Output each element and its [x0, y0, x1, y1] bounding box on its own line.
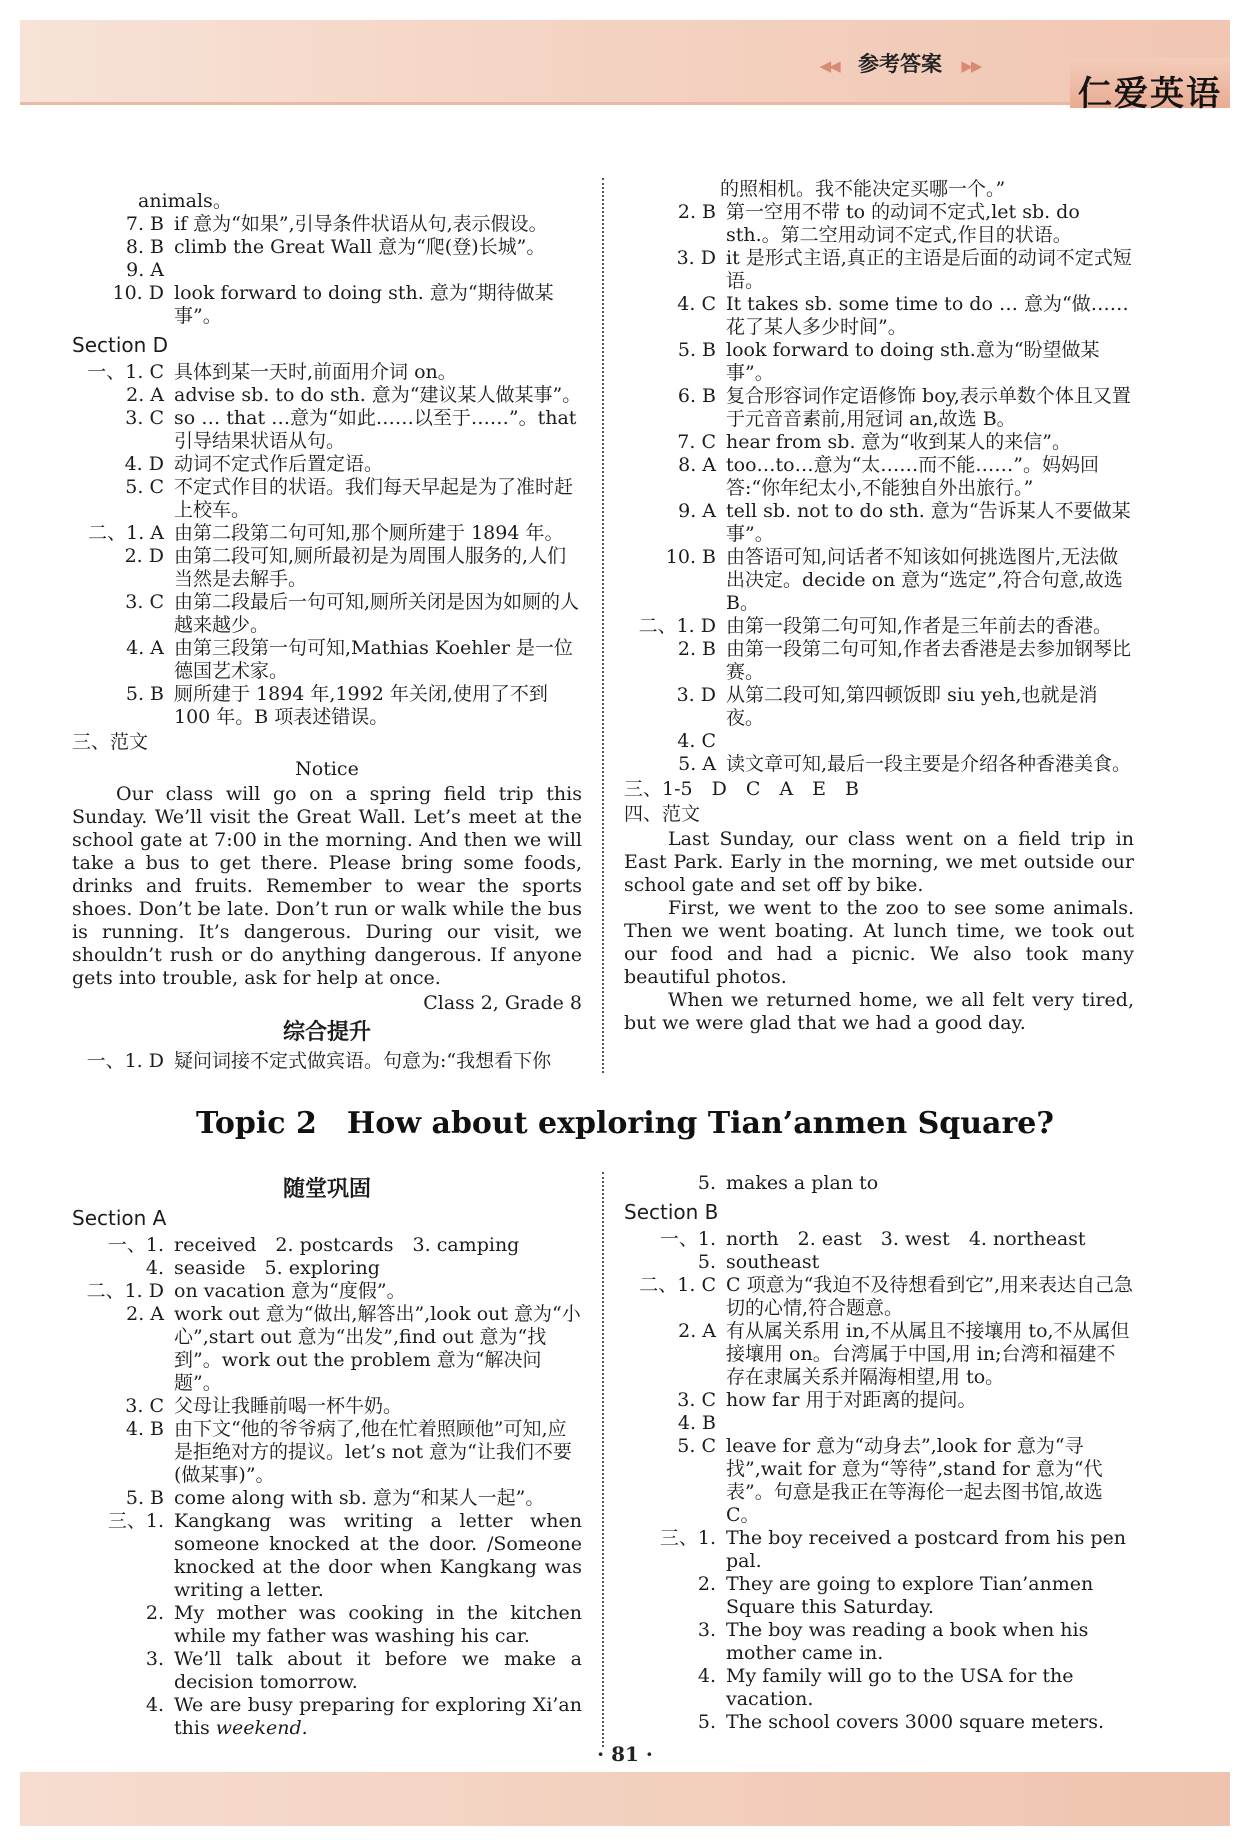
answer-line: 2. A work out 意为“做出,解答出”,look out 意为“小心”,start out 意为“出发”,find out 意为“找到”。work out the problem 意为“解决问题”。 [126, 1303, 581, 1394]
part3-answers: 三、1-5 D C A E B [624, 778, 859, 800]
right-top-column [624, 178, 1134, 1035]
answer-line: 二、1. A 由第二段第二句可知,那个厕所建于 1894 年。 [88, 522, 564, 544]
answer-line: 三、1. Kangkang was writing a letter when someone knocked at the door. /Someone knocked at the door when Kangkang was writing a letter. [107, 1510, 582, 1601]
answer-line: 4. C It takes sb. some time to do … 意为“做……花了某人多少时间”。 [677, 293, 1129, 338]
header-band [20, 20, 1230, 105]
suitang-heading: 随堂巩固 [282, 1177, 371, 1202]
essay-paragraph: When we returned home, we all felt very tired, but we were glad that we had a good day. [624, 989, 1134, 1034]
answer-line: 4. We are busy preparing for exploring Xi’an this weekend. [145, 1694, 582, 1739]
column-divider [602, 1172, 604, 1747]
answer-line: 2. My mother was cooking in the kitchen while my father was washing his car. [145, 1602, 582, 1647]
answer-line: 5. B 厕所建于 1894 年,1992 年关闭,使用了不到 100 年。B 项表述错误。 [125, 683, 548, 728]
answer-line: 一、1. north 2. east 3. west 4. northeast [659, 1228, 1086, 1250]
right-arrows-icon: ▶▶ [961, 57, 981, 75]
brand-title: 仁爱英语 [1078, 74, 1222, 114]
answer-line: 4. My family will go to the USA for the vacation. [697, 1665, 1074, 1710]
section-b-heading: Section B [624, 1200, 719, 1224]
answer-line: 7. B if 意为“如果”,引导条件状语从句,表示假设。 [125, 213, 548, 235]
answer-line: 2. B 第一空用不带 to 的动词不定式,let sb. do sth.。第二空用动词不定式,作目的状语。 [677, 201, 1080, 246]
essay-signature: Class 2, Grade 8 [423, 992, 582, 1014]
answer-line: 4. B [677, 1412, 716, 1434]
answer-line: 9. A [126, 259, 164, 281]
answer-line: 3. D 从第二段可知,第四顿饭即 siu yeh,也就是消夜。 [676, 684, 1098, 729]
answer-line: 4. seaside 5. exploring [145, 1257, 380, 1279]
answer-line: 10. B 由答语可知,问话者不知该如何挑选图片,无法做出决定。decide on 意为“选定”,符合句意,故选 B。 [665, 546, 1123, 614]
answer-line: 8. B climb the Great Wall 意为“爬(登)长城”。 [125, 236, 546, 258]
right-bottom-column [624, 1172, 1134, 1734]
answer-line: 5. southeast [697, 1251, 820, 1273]
page-number: · 81 · [597, 1742, 653, 1766]
answer-line: 二、1. D 由第一段第二句可知,作者是三年前去的香港。 [638, 615, 1113, 637]
section-d-heading: Section D [72, 333, 169, 357]
answer-line: 一、1. D 疑问词接不定式做宾语。句意为:“我想看下你 [86, 1050, 552, 1072]
topic-title: Topic 2 How about exploring Tian’anmen Square? [196, 1106, 1054, 1141]
answer-line: 4. B 由下文“他的爷爷病了,他在忙着照顾他”可知,应是拒绝对方的提议。let’s not 意为“让我们不要(做某事)”。 [125, 1418, 572, 1486]
answer-line: 3. The boy was reading a book when his mother came in. [697, 1619, 1089, 1664]
answer-line: 3. C 由第二段最后一句可知,厕所关闭是因为如厕的人越来越少。 [125, 591, 580, 636]
answer-line: 5. B look forward to doing sth.意为“盼望做某事”。 [677, 339, 1100, 384]
answer-line: 2. D 由第二段可知,厕所最初是为周围人服务的,人们当然是去解手。 [124, 545, 567, 590]
part3-label: 三、范文 [72, 731, 149, 753]
answer-line: 一、1. C 具体到某一天时,前面用介词 on。 [87, 361, 457, 383]
answer-line: 3. D it 是形式主语,真正的主语是后面的动词不定式短语。 [676, 247, 1132, 292]
zonghe-heading: 综合提升 [282, 1020, 371, 1045]
answer-line: 9. A tell sb. not to do sth. 意为“告诉某人不要做某事”。 [678, 500, 1131, 545]
answer-line: 5. A 读文章可知,最后一段主要是介绍各种香港美食。 [678, 753, 1132, 775]
essay-paragraph: Our class will go on a spring field trip this Sunday. We’ll visit the Great Wall. Let’s meet at the school gate at 7:00 in the morning. And then we will take a bus to get there. Please bring some foods, drinks and fruits. Remember to wear the sports shoes. Don’t be late. Don’t run or walk while the bus is running. It’s dangerous. During our visit, we shouldn’t rush or do anything dangerous. If anyone gets into trouble, ask for help at once. [72, 783, 582, 989]
column-divider [602, 178, 604, 1073]
answer-line: 一、1. received 2. postcards 3. camping [107, 1234, 520, 1256]
answer-line: 的照相机。我不能决定买哪一个。” [720, 178, 1006, 200]
part4-label: 四、范文 [624, 803, 701, 825]
answer-line: 2. A 有从属关系用 in,不从属且不接壤用 to,不从属但接壤用 on。台湾属于中国,用 in;台湾和福建不存在隶属关系并隔海相望,用 to。 [678, 1320, 1130, 1388]
answer-line: 二、1. C C 项意为“我迫不及待想看到它”,用来表达自己急切的心情,符合题意。 [639, 1274, 1134, 1319]
section-a-heading: Section A [72, 1206, 167, 1230]
header-title-text: 参考答案 [858, 52, 942, 76]
answer-line: 5. The school covers 3000 square meters. [697, 1711, 1104, 1733]
answer-line: 三、1. The boy received a postcard from his pen pal. [659, 1527, 1127, 1572]
answer-line: 4. A 由第三段第一句可知,Mathias Koehler 是一位德国艺术家。 [126, 637, 573, 682]
answer-line: animals。 [138, 190, 232, 212]
answer-line: 3. C so … that …意为“如此……以至于……”。that 引导结果状语从句。 [125, 407, 577, 452]
left-top-column [72, 190, 582, 1073]
essay-title: Notice [295, 758, 359, 780]
italic-word: weekend. [215, 1717, 308, 1739]
answer-line: 2. B 由第一段第二句可知,作者去香港是去参加钢琴比赛。 [677, 638, 1132, 683]
answer-line: 5. C leave for 意为“动身去”,look for 意为“寻找”,wait for 意为“等待”,stand for 意为“代表”。句意是我正在等海伦一起去图书馆,故选 C。 [677, 1435, 1103, 1526]
left-bottom-column [72, 1172, 582, 1740]
answer-line: 6. B 复合形容词作定语修饰 boy,表示单数个体且又置于元音音素前,用冠词 an,故选 B。 [677, 385, 1131, 430]
answer-line: 2. They are going to explore Tian’anmen Square this Saturday. [697, 1573, 1094, 1618]
left-arrows-icon: ◀◀ [819, 57, 839, 75]
answer-line: 5. C 不定式作目的状语。我们每天早起是为了准时赶上校车。 [125, 476, 574, 521]
essay-paragraph: Last Sunday, our class went on a field trip in East Park. Early in the morning, we met outside our school gate and set off by bike. [624, 828, 1134, 896]
footer-band [20, 1772, 1230, 1826]
answer-line: 4. D 动词不定式作后置定语。 [124, 453, 384, 475]
answer-line: 3. C how far 用于对距离的提问。 [677, 1389, 977, 1411]
answer-line: 二、1. D on vacation 意为“度假”。 [86, 1280, 406, 1302]
answer-line: 2. A advise sb. to do sth. 意为“建议某人做某事”。 [126, 384, 582, 406]
answer-line: 5. makes a plan to [697, 1172, 879, 1194]
answer-line: 3. C 父母让我睡前喝一杯牛奶。 [125, 1395, 403, 1417]
answer-line: 3. We’ll talk about it before we make a decision tomorrow. [145, 1648, 582, 1693]
header-title [760, 48, 1040, 78]
answer-line: 4. C [677, 730, 716, 752]
answer-line: 10. D look forward to doing sth. 意为“期待做某事”。 [112, 282, 554, 327]
essay-paragraph: First, we went to the zoo to see some animals. Then we went boating. At lunch time, we took out our food and had a picnic. We also took many beautiful photos. [624, 897, 1134, 988]
answer-line: 5. B come along with sb. 意为“和某人一起”。 [125, 1487, 545, 1509]
answer-line: 7. C hear from sb. 意为“收到某人的来信”。 [677, 431, 1071, 453]
answer-line: 8. A too…to…意为“太……而不能……”。妈妈回答:“你年纪太小,不能独自外出旅行。” [678, 454, 1100, 499]
